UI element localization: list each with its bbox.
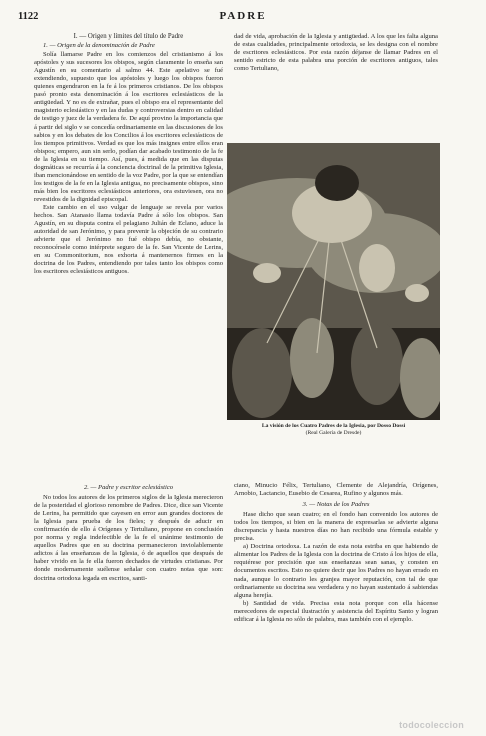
caption-source: (Real Galería de Dresde) xyxy=(305,430,362,436)
caption-title: La visión de los Cuatro Padres de la Iglesia, por Dosso Dossi xyxy=(261,423,406,429)
running-head: PADRE xyxy=(219,10,267,22)
painting-image xyxy=(227,143,440,420)
watermark: todocoleccion xyxy=(399,720,464,730)
paragraph: Solía llamarse Padre en los comienzos del cristianismo á los apóstoles y sus sucesores los obispos, según claramente lo enseña san Agustín en su comentario al salmo 44. Este apelativo se fué extendiendo, supuesto que los apóstoles y luego los obispos fueron quienes engendraron en la fe á los primeros cristianos. De los obispos pasó pronto esta denominación á los escritores eclesiásticos de la antigüedad. Y no es de extrañar, pues el obispo era el representante del magisterio eclesiástico y en las dudas y controversias dentro en calidad de testigo y juez de la verdadera fe. De aquí provino la importancia que á partir del siglo v se concedía ordinariamente en las discusiones de los sabios y en los debates de los Concilios á los escritores eclesiásticos de los tiempos primitivos. Verdad es que los más insignes entre ellos eran obispos; empero, aun sin serlo, podían dar acabado testimonio de la fe de la Iglesia en su tiempo. Así, pues, á medida que en las disputas dogmáticas se recurría á la conciencia doctrinal de la primitiva Iglesia, iban mencionándose en sentido de la voz Padre, por la que se entendían los testigos de la fe en la Iglesia antigua, no precisamente obispos, sino más bien los escritores eclesiásticos anteriores, ora estuviesen, ora no revestidos de la dignidad episcopal. xyxy=(34,51,223,203)
figure-caption xyxy=(227,423,440,437)
painting-four-fathers xyxy=(227,143,440,420)
paragraph: b) Santidad de vida. Precisa esta nota porque con ella hácense merecedores de especial ilustración y asistencia del Espíritu Santo y logran edificar á la Iglesia no sólo de palabra, mas también con el ejemplo. xyxy=(234,599,438,623)
paragraph: No todos los autores de los primeros siglos de la Iglesia merecieron de la posteridad el glorioso renombre de Padres. Dice, dice san Vicente de Lerins, ha permitido que cayesen en error aun grandes doctores de la Iglesia para prueba de los fieles; y después de aducir en confirmación de ello á Orígenes y Tertuliano, propone en conclusión por norma y regla indefectible de la fe el unánime testimonio de aquellos Padres que en su doctrina permanecieron inviolablemente adictos á las enseñanzas de la Iglesia, ó de aquellos que después de haber vivido en la fe ella fueron dechados de virtudes cristianas. Por donde modernamente suélense señalar con cuatro notas que son: doctrina ortodoxa legada en escritos, santi- xyxy=(34,494,223,582)
left-column-bottom xyxy=(34,481,223,719)
paragraph: dad de vida, aprobación de la Iglesia y antigüedad. A los que les falta alguna de estas cualidades, principalmente ortodoxia, se les designa con el nombre de escritores eclesiásticos. Por esta razón déjanse de llamar Padres en el sentido estricto de esta palabra una porción de escritores antiguos, tales como Tertuliano, xyxy=(234,33,438,73)
subsection-title-denomination: 1. — Origen de la denominación de Padre xyxy=(43,42,155,50)
section-title-writer: 2. — Padre y escritor eclesiástico xyxy=(83,484,174,491)
paragraph: Hase dicho que sean cuatro; en el fondo han convenido los autores de todos los tiempos, si bien en la manera de expresarlas se advierte alguna discrepancia y hasta nuestros días no han recibido una fórmula estable y precisa. xyxy=(234,511,438,543)
paragraph: ciano, Minucio Félix, Tertuliano, Clemente de Alejandría, Orígenes, Arnobio, Lactancio, Eusebio de Cesarea, Rufino y algunos más. xyxy=(234,482,438,498)
right-column-top xyxy=(234,33,438,145)
section-title-origin: I. — Origen y límites del título de Padre xyxy=(73,33,184,40)
painting-figure-father xyxy=(351,321,403,405)
painting-figure-god xyxy=(315,165,359,201)
right-column-bottom xyxy=(234,482,438,718)
page-number: 1122 xyxy=(18,11,39,22)
paragraph: Este cambio en el uso vulgar de lenguaje se revela por varios hechos. San Atanasio llama todavía Padre á sólo los obispos. San Agustín, en su disputa contra el pelagiano Julián de Eclano, aduce la autoridad de san Jerónimo, y para prevenir la objeción de su contrario advierte que el Jerónimo no fué obispo debía, no obstante, reconocérsele como intérprete seguro de la fe. San Vicente de Lerins, en su Commonitorium, nos exhorta á mantenernos firmes en la doctrina de los Padres, entendiendo por tales tanto los obispos como los escritores eclesiásticos antiguos. xyxy=(34,203,223,276)
section-title-notes: 3. — Notas de los Padres xyxy=(302,501,370,509)
painting-figure-angel xyxy=(405,284,429,302)
paragraph: a) Doctrina ortodoxa. La razón de esta nota estriba en que habiendo de alimentar los Padres de la Iglesia con la doctrina de Cristo á los hijos de ella, requiérese por precisión que sus enseñanzas sean sanas, y consten en documentos escritos. Esto no quiere decir que los Padres no hayan errado en nada, aunque lo contrario les granjea mayor reputación, con tal de que ordinariamente su doctrina sea verdadera y no hayan sustentado á sabiendas alguna herejía. xyxy=(234,543,438,599)
painting-figure-angel xyxy=(253,263,281,283)
painting-figure-virgin xyxy=(359,244,395,292)
left-column-top xyxy=(34,33,223,481)
painting-figure-father xyxy=(232,328,292,418)
painting-figure-father xyxy=(290,318,334,398)
